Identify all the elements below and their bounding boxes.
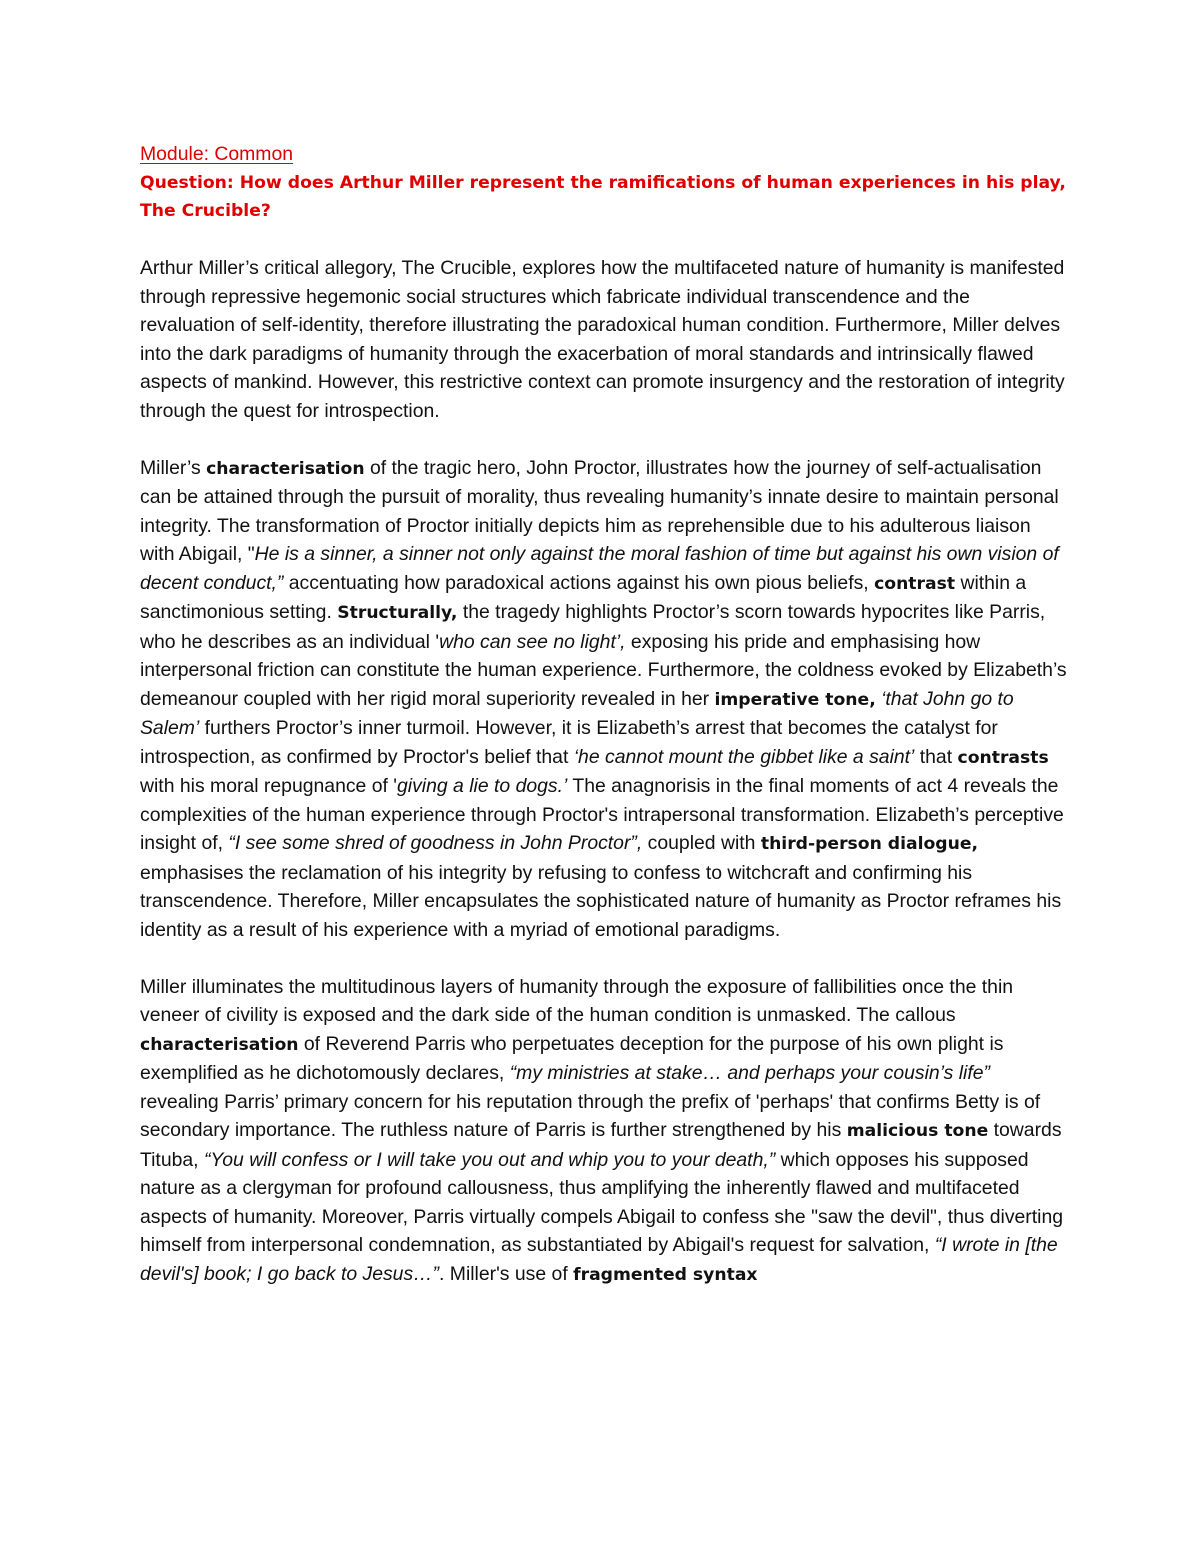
question-heading: Question: How does Arthur Miller represent the ramifications of human experiences in his play, The Crucible? xyxy=(140,172,1066,221)
text-run: furthers Proctor’s inner turmoil. However, it is Elizabeth’s arrest that becomes the catalyst for introspection, as confirmed by Proctor's belief that xyxy=(140,717,998,768)
bold-term: contrasts xyxy=(957,747,1049,768)
bold-term: fragmented syntax xyxy=(573,1264,758,1285)
essay-body xyxy=(140,226,1070,1290)
quotation: giving a lie to dogs.’ xyxy=(397,775,568,797)
bold-term: Structurally, xyxy=(337,603,458,623)
quotation: “You will confess or I will take you out and whip you to your death,” xyxy=(203,1148,776,1171)
quotation: ‘that John go to Salem’ xyxy=(140,687,1014,739)
text-run: of the tragic hero, John Proctor, illustrates how the journey of self-actualisation can be attained through the pursuit of morality, thus revealing humanity’s innate desire to maintain personal integrity. The transformation of Proctor initially depicts him as reprehensible due to his adulterous liaison with Abigail, " xyxy=(140,456,1059,565)
text-run: exposing his pride and emphasising how interpersonal friction can constitute the human experience. Furthermore, the coldness evoked by Elizabeth’s demeanour coupled with her rigid moral superiority revealed in her xyxy=(140,630,1067,710)
text-run: accentuating how paradoxical actions against his own pious beliefs, xyxy=(283,571,875,594)
bold-term: third-person dialogue, xyxy=(760,834,979,854)
text-run: that xyxy=(914,745,958,768)
text-run: which opposes his supposed nature as a clergyman for profound callousness, thus amplifying the inherently flawed and multifaceted aspects of humanity. Moreover, Parris virtually compels Abigail to confess she "saw the devil", thus diverting himself from interpersonal condemnation, as substantiated by Abigail's request for salvation, xyxy=(140,1148,1064,1256)
bold-term: characterisation xyxy=(140,1034,299,1055)
text-run: Miller’s xyxy=(140,456,207,479)
text-run: towards Tituba, xyxy=(140,1119,1062,1171)
text-run: coupled with xyxy=(642,832,761,854)
bold-term: characterisation xyxy=(206,458,365,479)
text-run: Arthur Miller’s critical allegory, The Crucible, explores how the multifaceted nature of humanity is manifested through repressive hegemonic social structures which fabricate individual transcendence and the revaluation of self-identity, therefore illustrating the paradoxical human condition. Furthermore, Miller delves into the dark paradigms of humanity through the exacerbation of moral standards and intrinsically flawed aspects of mankind. However, this restrictive context can promote insurgency and the restoration of integrity through the quest for introspection. xyxy=(140,257,1065,422)
text-run: revealing Parris’ primary concern for his reputation through the prefix of 'perhaps' that confirms Betty is of secondary importance. The ruthless nature of Parris is further strengthened by his xyxy=(140,1090,1041,1141)
quotation: ‘he cannot mount the gibbet like a saint’ xyxy=(573,745,915,768)
quotation: “I wrote in [the devil's] book; I go back to Jesus…” xyxy=(140,1234,1058,1285)
bold-term: imperative tone, xyxy=(714,689,876,710)
introduction-paragraph xyxy=(140,226,1070,426)
essay-content xyxy=(140,140,1070,1289)
quotation: who can see no light’, xyxy=(439,630,626,653)
text-run: . Miller's use of xyxy=(439,1262,574,1285)
text-run: the tragedy highlights Proctor’s scorn towards hypocrites like Parris, who he describes as an individual ' xyxy=(140,601,1046,653)
quotation: He is a sinner, a sinner not only against the moral fashion of time but against his own vision of decent conduct,” xyxy=(140,543,1059,594)
parris-paragraph xyxy=(140,944,1070,1289)
quotation: “I see some shred of goodness in John Proctor”, xyxy=(228,832,643,854)
module-heading: Module: Common xyxy=(140,143,294,165)
text-run: with his moral repugnance of ' xyxy=(140,775,397,797)
text-run: emphasises the reclamation of his integrity by refusing to confess to witchcraft and confirming his transcendence. Therefore, Miller encapsulates the sophisticated nature of humanity as Proctor reframes his identity as a result of his experience with a myriad of emotional paradigms. xyxy=(140,861,1062,941)
text-run: of Reverend Parris who perpetuates deception for the purpose of his own plight is exemplified as he dichotomously declares, xyxy=(140,1032,1004,1084)
text-run: The anagnorisis in the final moments of act 4 reveals the complexities of the human experience through Proctor's intrapersonal transformation. Elizabeth’s perceptive insight of, xyxy=(140,775,1064,854)
text-run: within a sanctimonious setting. xyxy=(140,571,1027,623)
bold-term: contrast xyxy=(874,573,956,594)
quotation: “my ministries at stake… and perhaps your cousin’s life” xyxy=(509,1062,990,1084)
bold-term: malicious tone xyxy=(846,1121,989,1141)
text-run: Miller illuminates the multitudinous layers of humanity through the exposure of fallibilities once the thin veneer of civility is exposed and the dark side of the human condition is unmasked. The callous xyxy=(140,975,1014,1026)
proctor-paragraph xyxy=(140,425,1070,944)
